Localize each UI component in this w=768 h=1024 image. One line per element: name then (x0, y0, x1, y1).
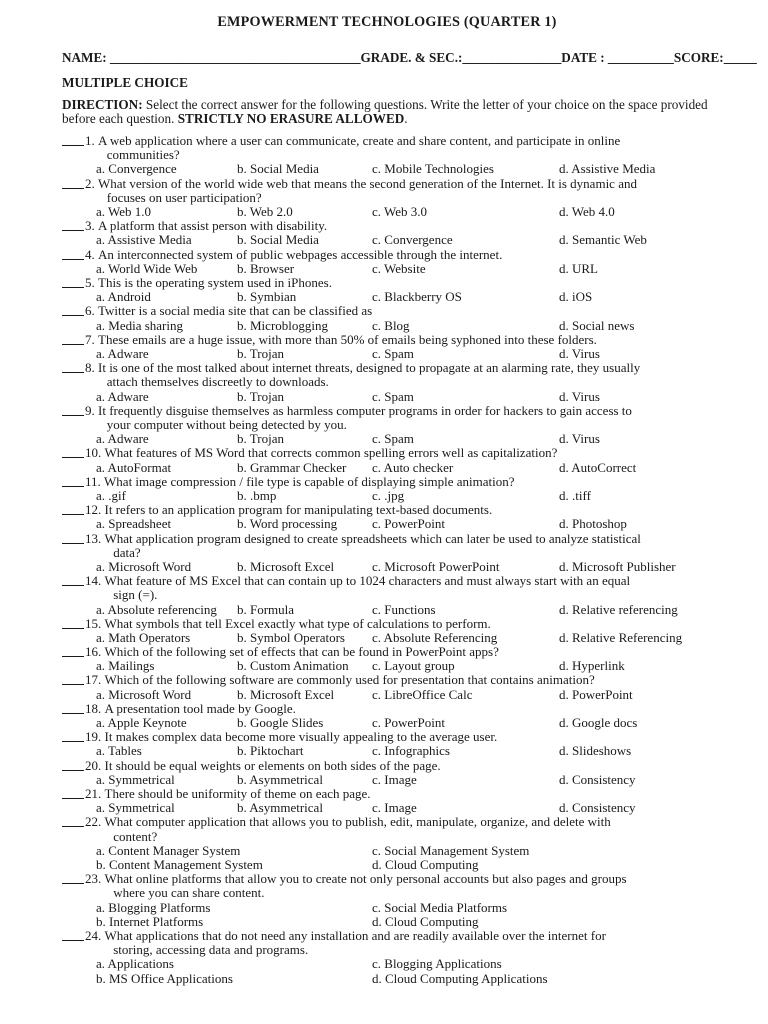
option-d: d. PowerPoint (559, 686, 633, 702)
answer-option: d. Cloud Computing (372, 913, 479, 929)
option-b: b. Google Slides (237, 715, 324, 731)
question-stem (95, 333, 722, 347)
option-c: c. Image (372, 771, 417, 787)
option-d: d. Consistency (559, 800, 636, 816)
question-stem (95, 248, 722, 262)
answer-options (96, 162, 722, 176)
option-a: a. Absolute referencing (96, 601, 217, 617)
option-d: d. Semantic Web (559, 232, 647, 248)
question-item (62, 404, 722, 432)
answer-options (96, 290, 722, 304)
question-number: 4. (85, 246, 95, 262)
option-b: b. Trojan (237, 388, 284, 404)
question-number: 16. (85, 644, 102, 660)
question-stem (101, 532, 722, 560)
question-number: 1. (85, 133, 95, 148)
question-number: 11. (85, 473, 101, 489)
question-text: What applications that do not need any installation and are readily available over the internet for (101, 927, 606, 943)
question-item (62, 815, 722, 843)
answer-option: b. Internet Platforms (96, 913, 204, 929)
question-item (62, 532, 722, 560)
question-stem (95, 177, 722, 205)
option-a: a. Convergence (96, 161, 177, 177)
option-a: a. Mailings (96, 658, 155, 674)
option-a: a. Symmetrical (96, 800, 175, 816)
answer-options-row (96, 901, 722, 915)
question-text: It should be equal weights or elements on both sides of the page. (101, 757, 441, 773)
option-b: b. Social Media (237, 232, 319, 248)
option-c: c. LibreOffice Calc (372, 686, 473, 702)
option-c: c. Web 3.0 (372, 204, 428, 219)
answer-option: b. MS Office Applications (96, 970, 233, 986)
answer-options (96, 603, 722, 617)
question-number: 21. (85, 786, 102, 802)
answer-blank[interactable] (62, 929, 84, 941)
answer-options (96, 659, 722, 673)
question-text-continued: content? (113, 828, 158, 844)
direction-paragraph (62, 98, 712, 126)
option-d: d. URL (559, 260, 598, 276)
answer-option: c. Blogging Applications (372, 956, 502, 972)
question-stem (101, 574, 722, 602)
answer-options (96, 688, 722, 702)
option-d: d. Relative referencing (559, 601, 678, 617)
question-number: 19. (85, 729, 102, 745)
option-b: b. Word processing (237, 516, 338, 532)
answer-option: d. Cloud Computing Applications (372, 970, 548, 986)
question-number: 8. (85, 360, 95, 376)
question-item (62, 617, 722, 631)
question-stem (101, 815, 722, 843)
question-number: 18. (85, 700, 102, 716)
question-number: 5. (85, 274, 95, 290)
page-title: EMPOWERMENT TECHNOLOGIES (QUARTER 1) (217, 14, 557, 30)
option-d: d. Assistive Media (559, 161, 656, 177)
question-stem (101, 730, 722, 744)
question-text: It frequently disguise themselves as harmless computer programs in order for hackers to gain access to (94, 402, 632, 418)
answer-options (96, 432, 722, 446)
question-item (62, 219, 722, 233)
question-text: There should be uniformity of theme on each page. (101, 786, 371, 802)
answer-blank[interactable] (62, 404, 84, 416)
answer-options-row (96, 972, 722, 986)
option-b: b. Social Media (237, 161, 319, 177)
answer-option: a. Blogging Platforms (96, 899, 211, 915)
answer-options (96, 631, 722, 645)
question-text: A presentation tool made by Google. (101, 700, 296, 716)
option-d: d. Google docs (559, 715, 638, 731)
answer-blank[interactable] (62, 304, 84, 316)
question-stem (95, 276, 722, 290)
option-d: d. Microsoft Publisher (559, 558, 676, 574)
option-a: a. World Wide Web (96, 260, 198, 276)
option-c: c. Convergence (372, 232, 453, 248)
answer-options-row (96, 858, 722, 872)
question-item (62, 361, 722, 389)
question-text: What online platforms that allow you to create not only personal accounts but also pages and groups (101, 871, 627, 887)
answer-blank[interactable] (62, 532, 84, 544)
answer-blank[interactable] (62, 645, 84, 657)
option-b: b. Browser (237, 260, 295, 276)
option-a: a. Web 1.0 (96, 204, 152, 219)
answer-blank[interactable] (62, 730, 84, 742)
question-number: 12. (85, 502, 102, 518)
question-text: Which of the following software are commonly used for presentation that contains animation? (101, 672, 595, 688)
question-item (62, 177, 722, 205)
direction-end: . (404, 111, 408, 127)
question-item (62, 333, 722, 347)
answer-blank[interactable] (62, 177, 84, 189)
question-text-continued: where you can share content. (113, 885, 265, 901)
student-info-line: NAME: ______________________________________GRADE. & SEC.:_______________DATE : __________SCORE:_____ (62, 50, 757, 65)
question-stem (101, 475, 722, 489)
question-text: It refers to an application program for manipulating text-based documents. (101, 502, 493, 518)
option-a: a. Assistive Media (96, 232, 192, 248)
question-number: 22. (85, 814, 102, 830)
answer-blank[interactable] (62, 475, 84, 487)
question-item (62, 248, 722, 262)
question-text: What image compression / file type is capable of displaying simple animation? (100, 473, 515, 489)
option-a: a. Microsoft Word (96, 558, 192, 574)
answer-blank[interactable] (62, 333, 84, 345)
question-text-continued: data? (113, 544, 141, 560)
option-c: c. Infographics (372, 743, 450, 759)
question-number: 3. (85, 218, 95, 234)
question-stem (95, 304, 722, 318)
question-text: An interconnected system of public webpages accessible through the internet. (94, 246, 503, 262)
question-item (62, 787, 722, 801)
answer-options (96, 517, 722, 531)
option-c: c. Website (372, 260, 426, 276)
option-b: b. Microsoft Excel (237, 686, 335, 702)
question-number: 6. (85, 303, 95, 319)
question-stem (95, 134, 722, 162)
answer-option: b. Content Management System (96, 857, 263, 873)
question-item (62, 929, 722, 957)
option-a: a. Apple Keynote (96, 715, 187, 731)
answer-options (96, 560, 722, 574)
question-stem (101, 503, 722, 517)
answer-blank[interactable] (62, 815, 84, 827)
question-stem (101, 872, 722, 900)
question-item (62, 673, 722, 687)
option-d: d. Slideshows (559, 743, 632, 759)
question-text: What version of the world wide web that means the second generation of the Internet. It is dynamic and (94, 175, 637, 191)
question-text-continued: storing, accessing data and programs. (113, 942, 309, 958)
answer-blank[interactable] (62, 702, 84, 714)
option-b: b. Asymmetrical (237, 771, 323, 787)
option-b: b. Piktochart (237, 743, 304, 759)
option-a: a. Adware (96, 345, 149, 361)
direction-label: DIRECTION: (62, 97, 143, 112)
answer-options (96, 801, 722, 815)
answer-options (96, 773, 722, 787)
question-stem (101, 759, 722, 773)
question-number: 23. (85, 871, 102, 887)
question-text: These emails are a huge issue, with more than 50% of emails being syphoned into these folders. (94, 331, 597, 347)
section-title: MULTIPLE CHOICE (62, 75, 188, 90)
question-stem (101, 702, 722, 716)
question-text: A web application where a user can communicate, create and share content, and participate in online (94, 133, 621, 148)
option-c: c. Blackberry OS (372, 289, 462, 305)
question-stem (101, 929, 722, 957)
answer-blank[interactable] (62, 787, 84, 799)
answer-options (96, 233, 722, 247)
answer-blank[interactable] (62, 503, 84, 515)
option-c: c. Auto checker (372, 459, 454, 475)
answer-blank[interactable] (62, 446, 84, 458)
option-c: c. PowerPoint (372, 715, 445, 731)
option-d: d. iOS (559, 289, 593, 305)
question-number: 17. (85, 672, 102, 688)
question-number: 24. (85, 927, 102, 943)
option-b: b. Microsoft Excel (237, 558, 335, 574)
option-c: c. Spam (372, 345, 414, 361)
option-c: c. PowerPoint (372, 516, 445, 532)
option-a: a. Media sharing (96, 317, 184, 333)
question-item (62, 304, 722, 318)
option-a: a. Microsoft Word (96, 686, 192, 702)
question-item (62, 702, 722, 716)
question-number: 2. (85, 175, 95, 191)
question-text: What application program designed to create spreadsheets which can later be used to analyze statistical (101, 530, 641, 546)
option-a: a. Android (96, 289, 151, 305)
question-text: It makes complex data become more visually appealing to the average user. (101, 729, 498, 745)
question-text: This is the operating system used in iPhones. (94, 274, 332, 290)
answer-options (96, 716, 722, 730)
option-d: d. AutoCorrect (559, 459, 637, 475)
answer-option: d. Cloud Computing (372, 857, 479, 873)
option-a: a. AutoFormat (96, 459, 172, 475)
question-stem (95, 219, 722, 233)
option-d: d. Virus (559, 388, 600, 404)
question-text-continued: focuses on user participation? (106, 189, 262, 205)
answer-options (96, 319, 722, 333)
option-d: d. Virus (559, 345, 600, 361)
question-text-continued: your computer without being detected by you. (106, 416, 347, 432)
question-number: 10. (85, 445, 102, 461)
answer-options (96, 744, 722, 758)
answer-option: a. Applications (96, 956, 174, 972)
question-item (62, 872, 722, 900)
option-c: c. .jpg (372, 487, 405, 503)
option-d: d. Photoshop (559, 516, 627, 532)
question-text: Which of the following set of effects that can be found in PowerPoint apps? (101, 644, 499, 660)
answer-blank[interactable] (62, 361, 84, 373)
answer-option: a. Content Manager System (96, 842, 241, 858)
question-stem (95, 361, 722, 389)
question-text-continued: sign (=). (113, 587, 158, 603)
question-item (62, 730, 722, 744)
question-item (62, 759, 722, 773)
question-number: 9. (85, 402, 95, 418)
question-stem (101, 446, 722, 460)
answer-options-row (96, 915, 722, 929)
answer-options (96, 205, 722, 219)
option-c: c. Microsoft PowerPoint (372, 558, 500, 574)
option-c: c. Spam (372, 388, 414, 404)
answer-options (96, 262, 722, 276)
answer-options (96, 390, 722, 404)
option-d: d. Hyperlink (559, 658, 625, 674)
option-a: a. Adware (96, 388, 149, 404)
question-item (62, 645, 722, 659)
option-a: a. Spreadsheet (96, 516, 172, 532)
option-d: d. Web 4.0 (559, 204, 615, 219)
question-item (62, 475, 722, 489)
option-b: b. Trojan (237, 345, 284, 361)
question-number: 15. (85, 615, 102, 631)
option-b: b. Asymmetrical (237, 800, 323, 816)
option-a: a. Symmetrical (96, 771, 175, 787)
option-a: a. Math Operators (96, 629, 191, 645)
option-c: c. Image (372, 800, 417, 816)
direction-emphasis: STRICTLY NO ERASURE ALLOWED (177, 111, 405, 127)
option-a: a. .gif (96, 487, 126, 503)
option-b: b. Microblogging (237, 317, 328, 333)
answer-blank[interactable] (62, 248, 84, 260)
option-c: c. Blog (372, 317, 410, 333)
answer-options-row (96, 844, 722, 858)
direction-text: Select the correct answer for the following questions. Write the letter of your choice on the space provided before each question. (62, 97, 708, 127)
question-item (62, 503, 722, 517)
option-d: d. Social news (559, 317, 635, 333)
question-item (62, 276, 722, 290)
answer-options (96, 489, 722, 503)
answer-blank[interactable] (62, 276, 84, 288)
question-stem (95, 404, 722, 432)
option-c: c. Absolute Referencing (372, 629, 498, 645)
option-d: d. .tiff (559, 487, 591, 503)
option-b: b. Symbol Operators (237, 629, 345, 645)
option-d: d. Consistency (559, 771, 636, 787)
answer-blank[interactable] (62, 574, 84, 586)
question-text: What symbols that tell Excel exactly what type of calculations to perform. (101, 615, 491, 631)
option-d: d. Virus (559, 431, 600, 447)
answer-blank[interactable] (62, 134, 84, 146)
option-b: b. Trojan (237, 431, 284, 447)
question-text: What feature of MS Excel that can contain up to 1024 characters and must always start with an equal (101, 573, 631, 589)
question-stem (101, 673, 722, 687)
answer-options-row (96, 957, 722, 971)
option-b: b. .bmp (237, 487, 277, 503)
option-a: a. Adware (96, 431, 149, 447)
answer-option: c. Social Management System (372, 842, 530, 858)
option-d: d. Relative Referencing (559, 629, 683, 645)
question-number: 14. (85, 573, 102, 589)
answer-options (96, 347, 722, 361)
option-c: c. Mobile Technologies (372, 161, 494, 177)
option-a: a. Tables (96, 743, 142, 759)
option-c: c. Spam (372, 431, 414, 447)
answer-blank[interactable] (62, 872, 84, 884)
question-item (62, 446, 722, 460)
answer-option: c. Social Media Platforms (372, 899, 508, 915)
answer-blank[interactable] (62, 219, 84, 231)
question-item (62, 574, 722, 602)
option-b: b. Grammar Checker (237, 459, 347, 475)
question-text: A platform that assist person with disability. (94, 218, 328, 234)
question-stem (101, 645, 722, 659)
option-c: c. Layout group (372, 658, 455, 674)
question-text-continued: communities? (106, 147, 180, 163)
answer-blank[interactable] (62, 617, 84, 629)
option-b: b. Formula (237, 601, 295, 617)
question-text: Twitter is a social media site that can be classified as (94, 303, 373, 319)
question-text: What features of MS Word that corrects common spelling errors well as capitalization? (101, 445, 558, 461)
question-text-continued: attach themselves discreetly to downloads. (106, 374, 329, 390)
question-item (62, 134, 722, 162)
answer-blank[interactable] (62, 759, 84, 771)
question-stem (101, 617, 722, 631)
question-number: 7. (85, 331, 95, 347)
option-b: b. Web 2.0 (237, 204, 293, 219)
question-text: What computer application that allows you to publish, edit, manipulate, organize, and delete with (101, 814, 611, 830)
question-number: 13. (85, 530, 102, 546)
option-b: b. Symbian (237, 289, 297, 305)
option-b: b. Custom Animation (237, 658, 349, 674)
question-stem (101, 787, 722, 801)
question-text: It is one of the most talked about internet threats, designed to propagate at an alarming rate, they usually (94, 360, 641, 376)
question-list (62, 134, 722, 986)
option-c: c. Functions (372, 601, 436, 617)
answer-blank[interactable] (62, 673, 84, 685)
question-number: 20. (85, 757, 102, 773)
answer-options (96, 461, 722, 475)
